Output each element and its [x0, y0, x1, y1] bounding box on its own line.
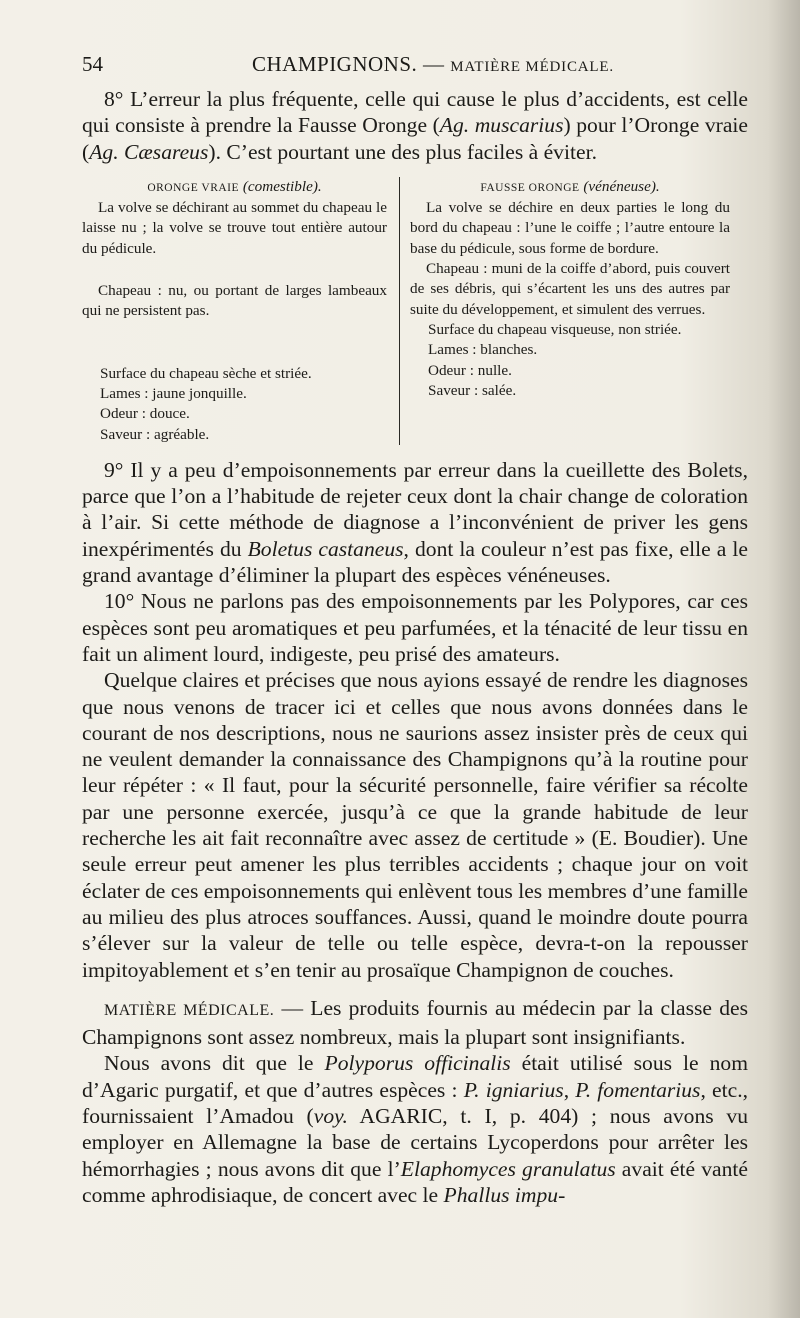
- pn-l: Phallus impu-: [443, 1182, 566, 1207]
- page-number: 54: [82, 52, 103, 76]
- p8-text-a: 8° L’erreur la plus fréquente, celle qui cause le plus d’accidents, est celle qui consiste à prendre la Fausse Oronge (: [82, 87, 748, 138]
- paragraph-10: 10° Nous ne parlons pas des empoisonnements par les Polypores, car ces espèces sont peu aromatiques et peu parfumées, et la ténacité de leur tissu en fait un aliment lourd, indigeste, peu prisé des amateurs.: [82, 589, 748, 666]
- pn-g: , etc., fournissaient l’Amadou (: [82, 1077, 749, 1128]
- pn-j: Elaphomyces granulatus: [400, 1156, 616, 1181]
- section-heading-matiere: MATIÈRE MÉDICALE.: [104, 1001, 275, 1019]
- column-title-right: [410, 177, 730, 198]
- pn-b: Polyporus officinalis: [324, 1051, 511, 1076]
- page-header: [82, 52, 752, 80]
- pn-c: était utilisé sous le nom d’Agaric purgatif, et que d’autres espèces :: [82, 1051, 749, 1102]
- right-qualifier: (vénéneuse).: [583, 177, 660, 195]
- running-head: [252, 52, 614, 77]
- left-chapeau: Chapeau : nu, ou portant de larges lambeaux qui ne persistent pas.: [82, 282, 387, 320]
- left-odeur: Odeur : douce.: [100, 405, 190, 423]
- paragraph-quelque: Quelque claires et précises que nous ayions essayé de rendre les diagnoses que nous venons de tracer ici et celles que nous avons données dans le courant de nos descriptions, nous ne saurions assez insister près de ceux qui ne veulent demander la connaissance des Champignons qu’à la routine pour leur répéter : « Il faut, pour la sécurité personnelle, faire vérifier sa récolte par une personne exercée, jusqu’à ce que la grande habitude de leur recherche les ait fait reconnaître avec assez de certitude » (E. Boudier). Une seule erreur peut amener les plus terribles accidents ; chaque jour on voit éclater de ces empoisonnements qui enlèvent tous les membres d’une famille au milieu des plus atroces souffances. Aussi, quand le moindre doute pourra s’élever sur la valeur de telle ou telle espèce, devra-t-on la repousser impitoyablement et s’en tenir au prosaïque Champignon de couches.: [82, 668, 748, 982]
- paragraph-nous-avons-dit: [82, 1050, 748, 1208]
- matiere-text: Les produits fournis au médecin par la classe des Champignons sont assez nombreux, mais la plupart sont insignifiants.: [82, 995, 748, 1050]
- comparison-table: [82, 177, 748, 445]
- p9-species-castaneus: Boletus castaneus: [247, 536, 404, 561]
- right-surface: Surface du chapeau visqueuse, non striée.: [428, 320, 682, 338]
- column-fausse-oronge: [400, 177, 730, 445]
- right-title: FAUSSE ORONGE: [480, 181, 580, 194]
- paragraph-8: [82, 86, 748, 165]
- pn-e: ,: [563, 1077, 576, 1102]
- pn-f: P. fomentarius: [575, 1077, 701, 1102]
- right-saveur: Saveur : salée.: [428, 381, 517, 399]
- left-saveur: Saveur : agréable.: [100, 425, 210, 443]
- page-body: [82, 86, 748, 1208]
- p9-text-a: 9° Il y a peu d’empoisonnements par erreur dans la cueillette des Bolets, parce que l’on a l’habitude de rejeter ceux dont la chair change de coloration à l’air. Si cette méthode de diagnose a l’inconvénient de priver les gens inexpérimentés du: [82, 457, 748, 561]
- left-lames: Lames : jaune jonquille.: [100, 384, 247, 402]
- left-qualifier: (comestible).: [242, 177, 322, 195]
- left-surface: Surface du chapeau sèche et striée.: [100, 364, 312, 382]
- right-volve: La volve se déchire en deux parties le long du bord du chapeau : l’une le coiffe ; l’autre entoure la base du pédicule, sous forme de bordure.: [410, 199, 730, 257]
- pn-a: Nous avons dit que le: [104, 1051, 325, 1076]
- right-lames: Lames : blanches.: [428, 341, 538, 359]
- column-title-left: [82, 177, 387, 198]
- p8-species-muscarius: Ag. muscarius: [439, 113, 564, 138]
- running-head-dash: —: [423, 52, 445, 76]
- pn-h: voy.: [313, 1103, 348, 1128]
- left-volve: La volve se déchirant au sommet du chapeau le laisse nu ; la volve se trouve tout entière autour du pédicule.: [82, 199, 387, 257]
- right-odeur: Odeur : nulle.: [428, 361, 512, 379]
- paragraph-9: [82, 457, 748, 588]
- p8-species-caesareus: Ag. Cæsareus: [89, 139, 209, 164]
- running-head-main: CHAMPIGNONS.: [252, 52, 418, 76]
- p8-text-e: ). C’est pourtant une des plus faciles à éviter.: [208, 139, 597, 164]
- p9-text-c: , dont la couleur n’est pas fixe, elle a le grand avantage d’éliminer la plupart des espèces vénéneuses.: [82, 536, 748, 588]
- pn-k: avait été vanté comme aphrodisiaque, de concert avec le: [82, 1156, 749, 1207]
- right-chapeau: Chapeau : muni de la coiffe d’abord, puis couvert de ses débris, qui s’écartent les uns des autres par suite du développement, et simulent des verrues.: [410, 260, 730, 318]
- pn-i: AGARIC, t. I, p. 404) ; nous avons vu employer en Allemagne la base de certains Lycoperdons pour arrêter les hémorrhagies ; nous avons dit que l’: [82, 1103, 748, 1181]
- pn-d: P. igniarius: [463, 1077, 564, 1102]
- paragraph-matiere-medicale: [82, 995, 748, 1051]
- p8-text-c: ) pour l’Oronge vraie (: [82, 113, 748, 164]
- running-head-sub: MATIÈRE MÉDICALE.: [450, 59, 614, 75]
- left-title: ORONGE VRAIE: [147, 181, 240, 194]
- section-dash: —: [274, 995, 311, 1020]
- column-oronge-vraie: [82, 177, 400, 445]
